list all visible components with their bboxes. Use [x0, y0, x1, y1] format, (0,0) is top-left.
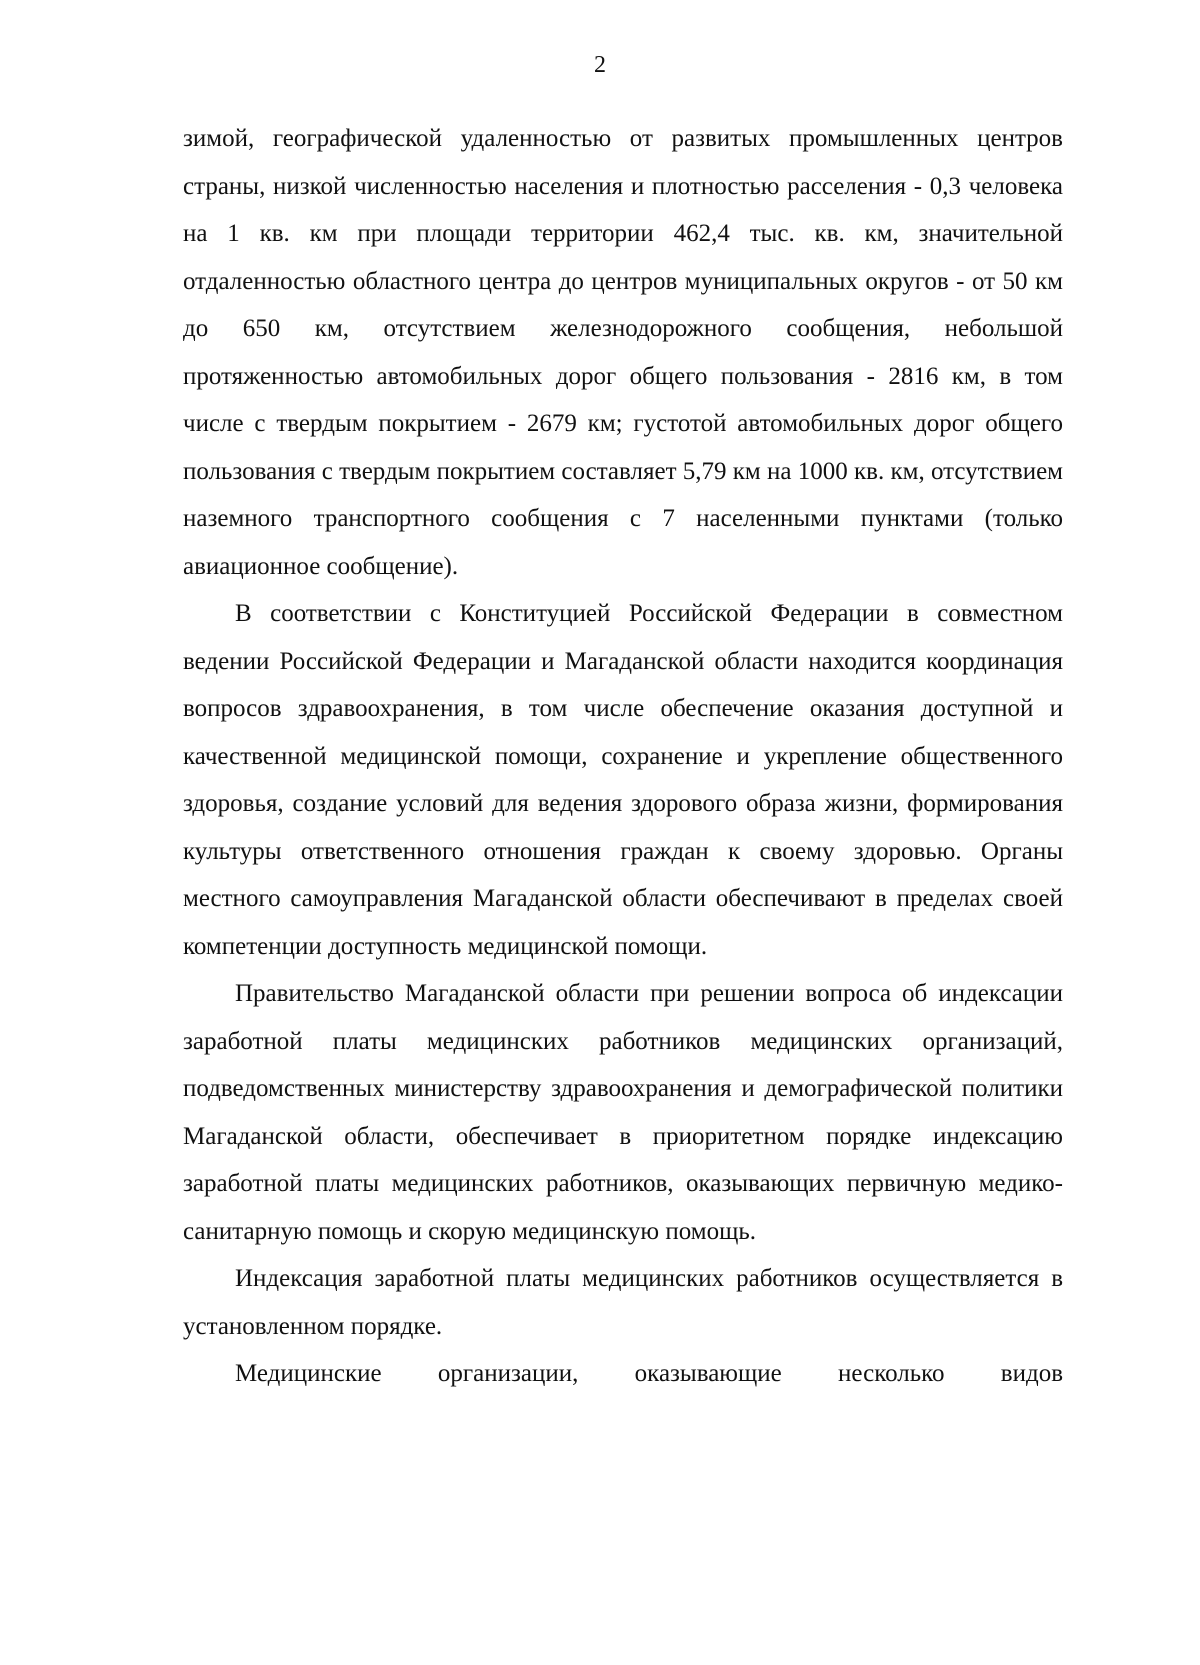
- document-body: [183, 115, 1063, 1398]
- paragraph-continuation: зимой, географической удаленностью от развитых промышленных центров страны, низкой численностью населения и плотностью расселения - 0,3 человека на 1 кв. км при площади территории 462,4 тыс. кв. км, значительной отдаленностью областного центра до центров муниципальных округов - от 50 км до 650 км, отсутствием железнодорожного сообщения, небольшой протяженностью автомобильных дорог общего пользования - 2816 км, в том числе с твердым покрытием - 2679 км; густотой автомобильных дорог общего пользования с твердым покрытием составляет 5,79 км на 1000 кв. км, отсутствием наземного транспортного сообщения с 7 населенными пунктами (только авиационное сообщение).: [183, 125, 1063, 580]
- paragraph-government: Правительство Магаданской области при решении вопроса об индексации заработной платы медицинских работников медицинских организаций, подведомственных министерству здравоохранения и демографической политики Магаданской области, обеспечивает в приоритетном порядке индексацию заработной платы медицинских работников, оказывающих первичную медико-санитарную помощь и скорую медицинскую помощь.: [183, 980, 1063, 1245]
- paragraph-constitution: В соответствии с Конституцией Российской Федерации в совместном ведении Российской Федерации и Магаданской области находится координация вопросов здравоохранения, в том числе обеспечение оказания доступной и качественной медицинской помощи, сохранение и укрепление общественного здоровья, создание условий для ведения здорового образа жизни, формирования культуры ответственного отношения граждан к своему здоровью. Органы местного самоуправления Магаданской области обеспечивают в пределах своей компетенции доступность медицинской помощи.: [183, 600, 1063, 960]
- paragraph-indexation: Индексация заработной платы медицинских работников осуществляется в установленном порядке.: [183, 1265, 1063, 1340]
- paragraph-medical-organizations: Медицинские организации, оказывающие несколько видов: [235, 1360, 1063, 1387]
- page-number: 2: [594, 52, 606, 78]
